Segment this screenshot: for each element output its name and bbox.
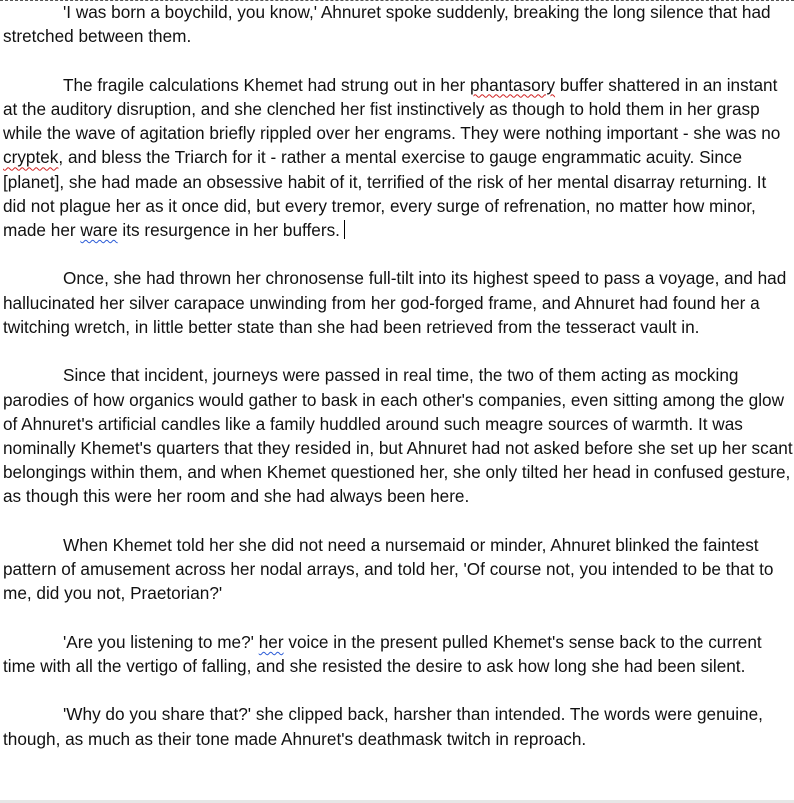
paragraph-6 (3, 630, 793, 678)
grammar-flag-ware[interactable]: ware (80, 219, 118, 240)
text-run: Once, she had thrown her chronosense full-tilt into its highest speed to pass a voyage, and had hallucinated her silver carapace unwinding from her god-forged frame, and Ahnuret had found her a twitching wretch, in little better state than she had been retrieved from the tesseract vault in. (3, 268, 787, 337)
paragraph-4 (3, 363, 793, 508)
spelling-error-cryptek[interactable]: cryptek (3, 147, 59, 168)
text-run: Since that incident, journeys were passed in real time, the two of them acting as mocking parodies of how organics would gather to bask in each other's companies, even sitting among the glow of Ahnuret's artificial candles like a family huddled around such meagre sources of warmth. It was nominally Khemet's quarters that they resided in, but Ahnuret had not asked before she set up her scant belongings within them, and when Khemet questioned her, she only tilted her head in confused gesture, as though this were her room and she had always been here. (3, 365, 793, 507)
paragraph-7 (3, 702, 793, 750)
spelling-error-phantasory[interactable]: phantasory (470, 74, 556, 95)
text-run: voice in the present pulled Khemet's sense back to the current time with all the vertigo of falling, and she resisted the desire to ask how long she had been silent. (3, 631, 762, 676)
text-run: , and bless the Triarch for it - rather a mental exercise to gauge engrammatic acuity. Since [planet], she had made an obsessive habit of it, terrified of the risk of her mental disarray returning. It did not plague her as it once did, but every tremor, every surge of refrenation, no matter how minor, made her (3, 147, 767, 240)
text-run: its resurgence in her buffers. (117, 219, 340, 240)
paragraph-3 (3, 266, 793, 339)
text-run: buffer shattered in an instant at the auditory disruption, and she clenched her fist instinctively as though to hold them in her grasp while the wave of agitation briefly rippled over her engrams. They were nothing important - she was no (3, 74, 781, 144)
grammar-flag-her[interactable]: her (258, 631, 284, 652)
document-body[interactable] (3, 0, 793, 775)
text-run: When Khemet told her she did not need a nursemaid or minder, Ahnuret blinked the faintest pattern of amusement across her nodal arrays, and told her, 'Of course not, you intended to be that to me, did you not, Praetorian?' (3, 534, 774, 604)
text-run: The fragile calculations Khemet had strung out in her (63, 74, 471, 95)
text-run: 'Are you listening to me?' (63, 631, 259, 652)
paragraph-1 (3, 0, 793, 48)
text-run: 'Why do you share that?' she clipped back, harsher than intended. The words were genuine, though, as much as their tone made Ahnuret's deathmask twitch in reproach. (3, 704, 763, 749)
text-run: 'I was born a boychild, you know,' Ahnuret spoke suddenly, breaking the long silence that had stretched between them. (3, 2, 771, 47)
text-cursor (344, 220, 345, 239)
paragraph-5 (3, 533, 793, 606)
paragraph-2 (3, 73, 793, 242)
